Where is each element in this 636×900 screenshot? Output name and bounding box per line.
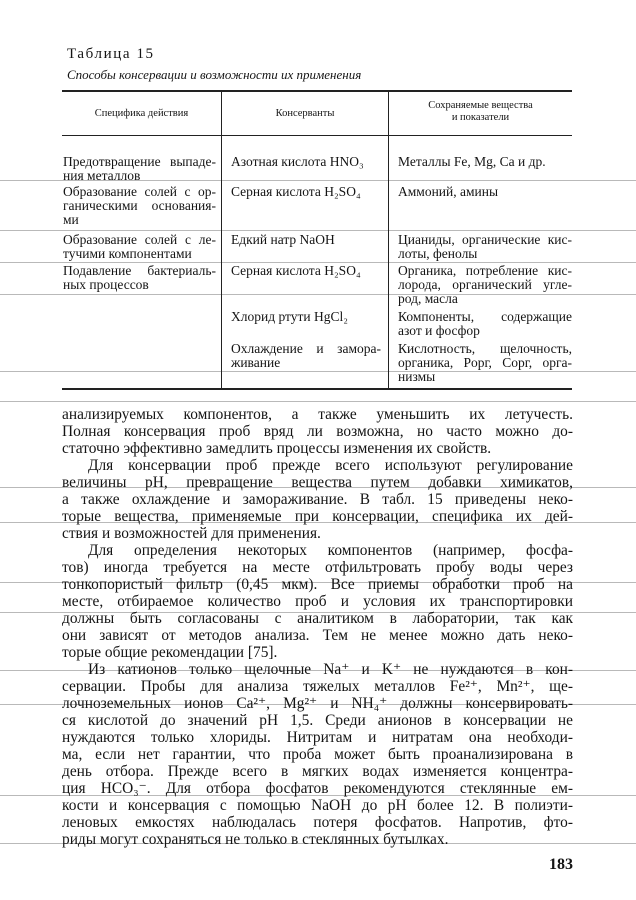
column-header-action: Специфика действия — [94, 108, 189, 119]
cell-line: Компоненты, содержащие — [398, 309, 572, 324]
body-line: нуждаются только хлориды. Нитритам и нитратам она необходи- — [62, 729, 573, 746]
body-line: должны быть согласованы с аналитиком в лаборатории, так как — [62, 610, 573, 627]
column-header-preserved-line-2: и показатели — [451, 112, 510, 123]
table-row-4-preservative — [231, 264, 381, 278]
cell-line: ганическими основания- — [63, 198, 216, 213]
table-row-3-action — [63, 233, 216, 261]
cell-line: Хлорид ртути HgCl₂ — [231, 309, 348, 324]
table-row-4-action — [63, 264, 216, 292]
body-line: тов) иногда требуется на месте отфильтровать пробу воды через — [62, 559, 573, 576]
cell-line: Подавление бактериаль- — [63, 263, 216, 278]
cell-line: Образование солей с ор- — [63, 184, 216, 199]
cell-line: низмы — [398, 369, 436, 384]
cell-line: Предотвращение выпаде- — [63, 154, 216, 169]
table-row-1-preserved — [398, 155, 572, 169]
body-line: риды могут сохраняться не только в стеклянных бутылках. — [62, 831, 449, 848]
body-text — [62, 406, 573, 848]
table-row-6-preservative — [231, 342, 381, 370]
cell-line: род, масла — [398, 291, 458, 306]
table-header-rule — [62, 135, 572, 136]
cell-line: Кислотность, щелочность, — [398, 341, 572, 356]
cell-line: Аммоний, амины — [398, 184, 499, 199]
body-line: торые общие рекомендации [75]. — [62, 644, 278, 661]
body-line: Для консервации проб прежде всего используют регулирование — [88, 457, 573, 474]
body-line: величины pH, превращение вещества путем добавки химикатов, — [62, 474, 573, 491]
cell-line: Цианиды, органические кис- — [398, 232, 572, 247]
table-row-3-preserved — [398, 233, 572, 261]
body-line: месте, отбираемое количество проб и условия их транспортировки — [62, 593, 573, 610]
table-row-2-preserved — [398, 185, 572, 199]
body-line: тонкопористый фильтр (0,45 мкм). Все приемы обработки проб на — [62, 576, 573, 593]
body-line: ся кислотой до значений pH 1,5. Среди анионов в консервации не — [62, 712, 573, 729]
cell-line: азот и фосфор — [398, 323, 480, 338]
page-number: 183 — [549, 856, 573, 873]
cell-line: Едкий натр NaOH — [231, 232, 335, 247]
body-line: торые вещества, применяемые при консервации, специфика их дей- — [62, 508, 573, 525]
table-row-1-action — [63, 155, 216, 183]
body-line: ствия и возможностей для применения. — [62, 525, 321, 542]
cell-line: лорода, органический угле- — [398, 277, 572, 292]
body-line: лочноземельных ионов Ca²⁺, Mg²⁺ и NH₄⁺ должны консервировать- — [62, 695, 573, 712]
table-row-6-preserved — [398, 342, 572, 384]
body-line: леновых емкостях наблюдалась потеря фосфатов. Напротив, фто- — [62, 814, 573, 831]
table-row-5-preserved — [398, 310, 572, 338]
column-header-preserved-line-1: Сохраняемые вещества — [428, 100, 533, 111]
body-line: Полная консервация проб вряд ли возможна, но часто можно до- — [62, 423, 573, 440]
cell-line: Охлаждение и замора- — [231, 341, 381, 356]
table-row-5-preservative — [231, 310, 381, 324]
cell-line: ных процессов — [63, 277, 149, 292]
body-line: Из катионов только щелочные Na⁺ и K⁺ не нуждаются в кон- — [88, 661, 573, 678]
table-title: Способы консервации и возможности их применения — [67, 67, 362, 82]
cell-line: лоты, фенолы — [398, 246, 478, 261]
table-number-label: Таблица 15 — [67, 46, 155, 62]
table-bottom-rule — [62, 388, 572, 390]
table-row-3-preservative — [231, 233, 381, 247]
body-line: они зависят от методов анализа. Тем не менее можно дать неко- — [62, 627, 573, 644]
table-row-4-preserved — [398, 264, 572, 306]
cell-line: живание — [231, 355, 281, 370]
table-row-1-preservative — [231, 155, 381, 169]
body-line: кости и консервация с помощью NaOH до pH более 12. В полиэти- — [62, 797, 573, 814]
body-line: сервации. Пробы для анализа тяжелых металлов Fe²⁺, Mn²⁺, ще- — [62, 678, 573, 695]
table-column-divider-1 — [221, 91, 222, 388]
table-top-rule — [62, 90, 572, 92]
cell-line: Серная кислота H₂SO₄ — [231, 263, 361, 278]
body-line: а также охлаждение и замораживание. В табл. 15 приведены неко- — [62, 491, 573, 508]
cell-line: Металлы Fe, Mg, Ca и др. — [398, 154, 546, 169]
cell-line: органика, Pорг, Cорг, орга- — [398, 355, 572, 370]
body-line: анализируемых компонентов, а также уменьшить их летучесть. — [62, 406, 573, 423]
cell-line: Органика, потребление кис- — [398, 263, 572, 278]
table-row-2-action — [63, 185, 216, 227]
body-line: статочно эффективно замедлить процессы изменения их свойств. — [62, 440, 492, 457]
body-line: день отбора. Прежде всего в мягких водах изменяется концентра- — [62, 763, 573, 780]
cell-line: Азотная кислота HNO₃ — [231, 154, 364, 169]
cell-line: ми — [63, 212, 79, 227]
cell-line: ния металлов — [63, 168, 141, 183]
cell-line: Серная кислота H₂SO₄ — [231, 184, 361, 199]
cell-line: Образование солей с ле- — [63, 232, 216, 247]
body-line: Для определения некоторых компонентов (например, фосфа- — [88, 542, 573, 559]
column-header-preservatives: Консерванты — [275, 108, 335, 119]
table-row-2-preservative — [231, 185, 381, 199]
body-line: ма, если нет гарантии, что проба может быть проанализирована в — [62, 746, 573, 763]
body-line: ция HCO₃⁻. Для отбора фосфатов рекомендуются стеклянные ем- — [62, 780, 573, 797]
cell-line: тучими компонентами — [63, 246, 192, 261]
table-column-divider-2 — [388, 91, 389, 388]
